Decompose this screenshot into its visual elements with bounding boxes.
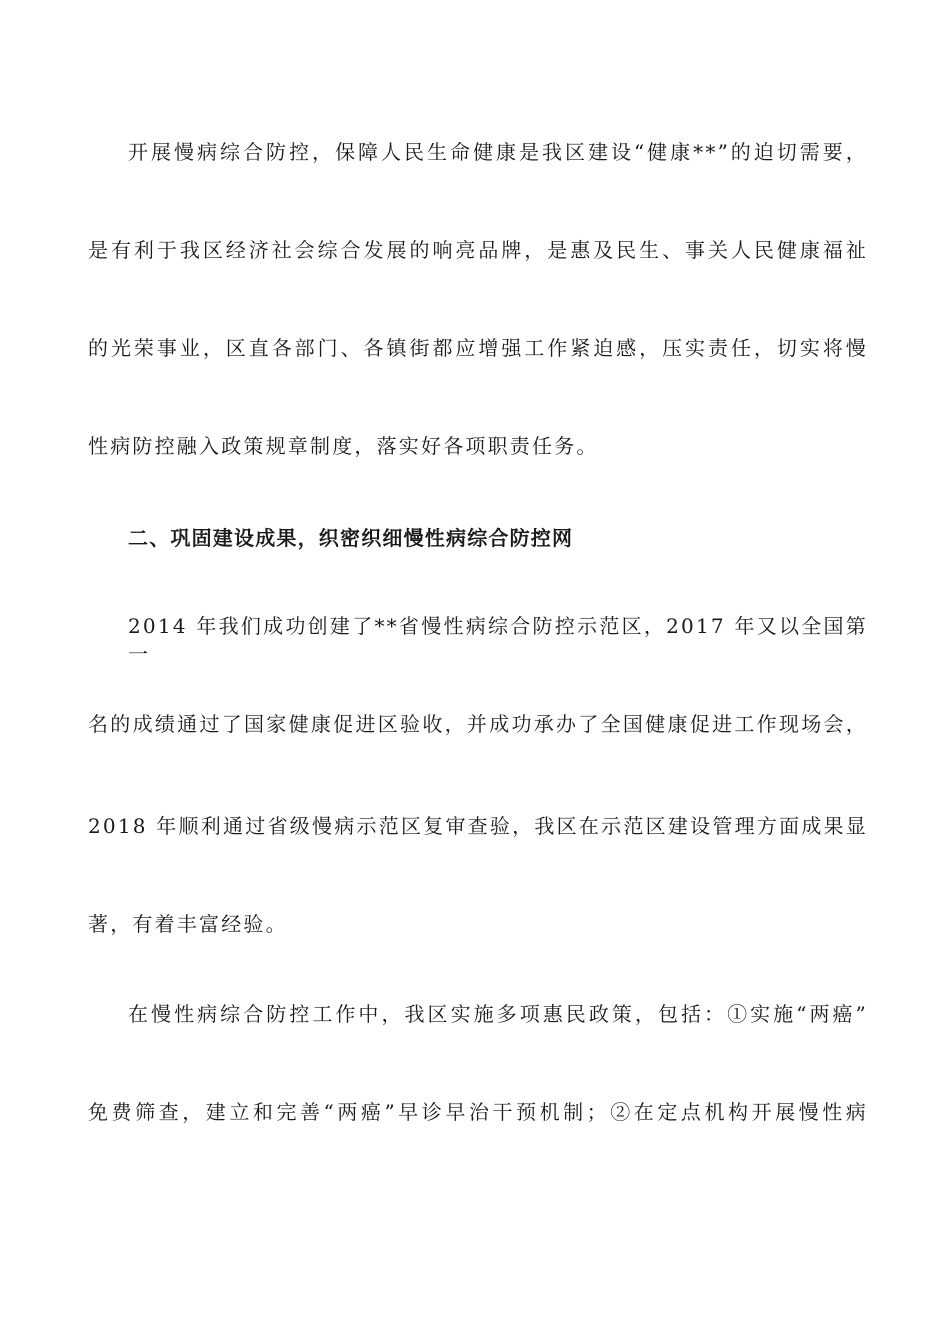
section-heading: 二、巩固建设成果，织密织细慢性病综合防控网 bbox=[128, 526, 574, 550]
paragraph-line: 免费筛查，建立和完善“两癌”早诊早治干预机制；②在定点机构开展慢性病 bbox=[88, 1100, 868, 1124]
paragraph-line: 著，有着丰富经验。 bbox=[88, 912, 288, 936]
paragraph-line: 2018 年顺利通过省级慢病示范区复审查验，我区在示范区建设管理方面成果显 bbox=[88, 814, 868, 838]
paragraph-line: 名的成绩通过了国家健康促进区验收，并成功承办了全国健康促进工作现场会， bbox=[88, 712, 868, 736]
paragraph-line: 是有利于我区经济社会综合发展的响亮品牌，是惠及民生、事关人民健康福祉 bbox=[88, 238, 868, 262]
paragraph-line: 2014 年我们成功创建了**省慢性病综合防控示范区，2017 年又以全国第一 bbox=[128, 614, 868, 666]
paragraph-line: 开展慢病综合防控，保障人民生命健康是我区建设“健康**”的迫切需要， bbox=[128, 140, 868, 164]
paragraph-line: 的光荣事业，区直各部门、各镇街都应增强工作紧迫感，压实责任，切实将慢 bbox=[88, 336, 868, 360]
paragraph-line: 性病防控融入政策规章制度，落实好各项职责任务。 bbox=[88, 434, 599, 458]
paragraph-line: 在慢性病综合防控工作中，我区实施多项惠民政策，包括：①实施“两癌” bbox=[128, 1002, 868, 1026]
